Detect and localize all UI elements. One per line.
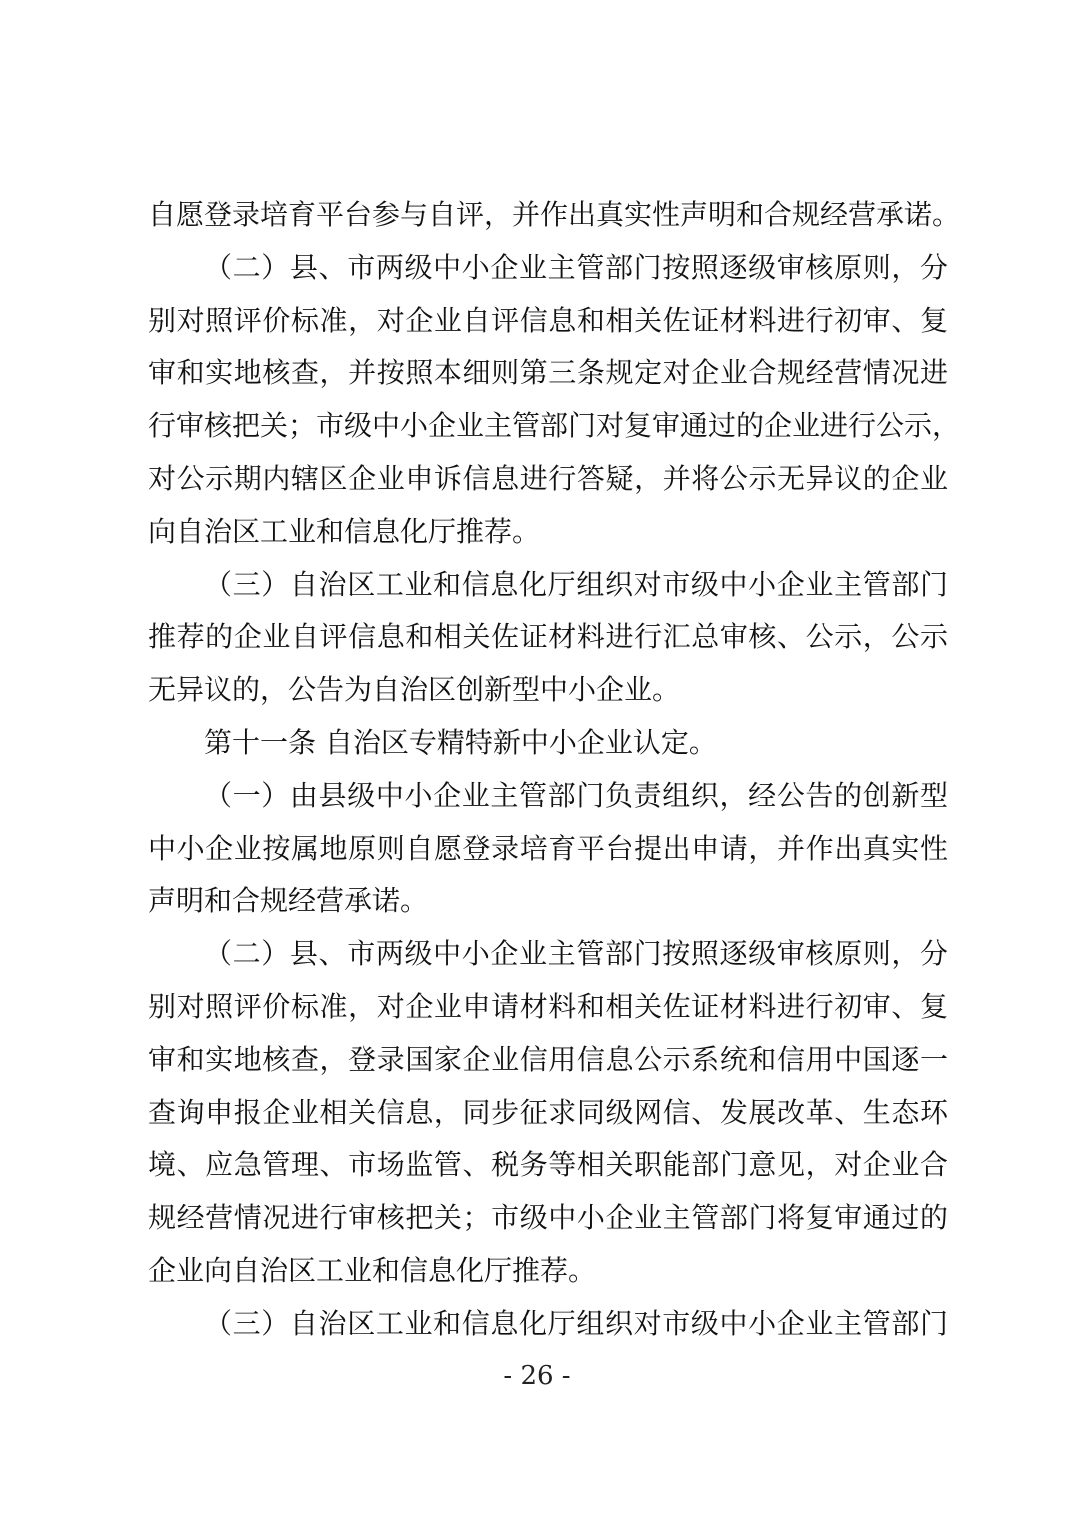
text-line: 别对照评价标准，对企业自评信息和相关佐证材料进行初审、复 <box>148 303 948 337</box>
text-line: （二）县、市两级中小企业主管部门按照逐级审核原则，分 <box>204 937 948 971</box>
text-line: 别对照评价标准，对企业申请材料和相关佐证材料进行初审、复 <box>148 990 948 1023</box>
text-line: 审和实地核查，登录国家企业信用信息公示系统和信用中国逐一 <box>148 1042 948 1076</box>
text-line: 对公示期内辖区企业申诉信息进行答疑，并将公示无异议的企业 <box>148 462 948 495</box>
text-line: （一）由县级中小企业主管部门负责组织，经公告的创新型 <box>204 778 948 812</box>
text-line: 声明和合规经营承诺。 <box>148 884 429 918</box>
text-line: 向自治区工业和信息化厅推荐。 <box>148 514 541 548</box>
text-line: （二）县、市两级中小企业主管部门按照逐级审核原则，分 <box>204 250 948 284</box>
text-line: 中小企业按属地原则自愿登录培育平台提出申请，并作出真实性 <box>148 831 948 865</box>
text-line: 查询申报企业相关信息，同步征求同级网信、发展改革、生态环 <box>148 1095 948 1129</box>
text-line: （三）自治区工业和信息化厅组织对市级中小企业主管部门 <box>204 1306 948 1340</box>
text-line: 自愿登录培育平台参与自评，并作出真实性声明和合规经营承诺。 <box>148 198 961 231</box>
text-line: 推荐的企业自评信息和相关佐证材料进行汇总审核、公示，公示 <box>148 620 948 654</box>
text-line: 审和实地核查，并按照本细则第三条规定对企业合规经营情况进 <box>148 356 948 390</box>
page-number: - 26 - <box>503 1361 571 1391</box>
text-line: 规经营情况进行审核把关；市级中小企业主管部门将复审通过的 <box>148 1201 948 1235</box>
article-heading: 第十一条 自治区专精特新中小企业认定。 <box>204 726 717 759</box>
text-line: 行审核把关；市级中小企业主管部门对复审通过的企业进行公示， <box>148 409 961 443</box>
text-line: （三）自治区工业和信息化厅组织对市级中小企业主管部门 <box>204 567 948 601</box>
text-line: 无异议的，公告为自治区创新型中小企业。 <box>148 673 681 707</box>
text-line: 企业向自治区工业和信息化厅推荐。 <box>148 1254 597 1287</box>
text-line: 境、应急管理、市场监管、税务等相关职能部门意见，对企业合 <box>148 1148 948 1182</box>
